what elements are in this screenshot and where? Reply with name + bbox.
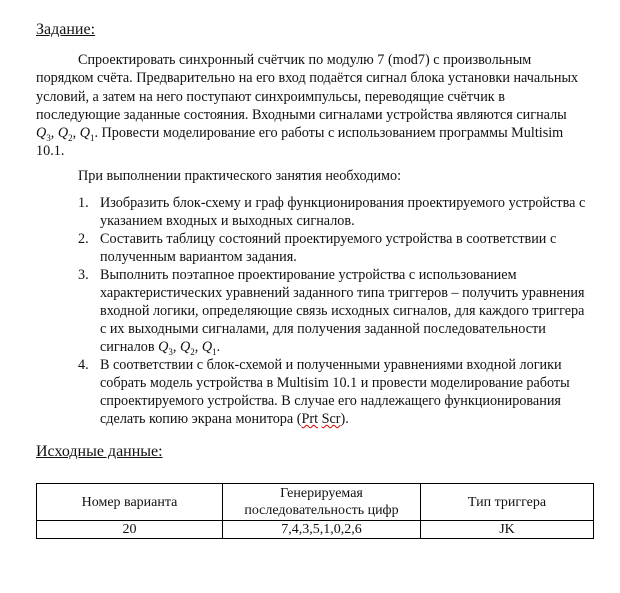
list-item-line: указанием входных и выходных сигналов. [100, 213, 355, 229]
list-number: 2. [78, 231, 89, 247]
list-item-line: характеристических уравнений заданного типа триггеров – получить уравнения [100, 285, 585, 301]
task-heading: Задание: [36, 21, 96, 38]
signal-q3: $Q_3$ [158, 339, 173, 357]
spellcheck-word: Scr [321, 411, 341, 427]
requirements-heading: При выполнении практического занятия необходимо: [78, 168, 402, 184]
source-data-table [36, 483, 594, 539]
list-item-text: ). [340, 411, 349, 427]
signal-q3: $Q_3$ [36, 125, 51, 143]
list-item-line [100, 410, 349, 428]
list-item-line: спроектируемого устройства. В случае его надлежащего функционирования [100, 393, 561, 409]
list-number: 3. [78, 267, 89, 283]
intro-text: . Провести моделирование его работы с использованием программы Multisim [94, 125, 564, 141]
cell-sequence: 7,4,3,5,1,0,2,6 [223, 521, 421, 539]
intro-line: $Q_3$, $Q_2$, $Q_1$. Провести моделирование его работы с использованием программы Multisim [36, 125, 564, 143]
header-sequence [223, 484, 421, 521]
list-item-text: сигналов [100, 339, 159, 355]
signal-q1: $Q_1$ [79, 125, 95, 143]
list-item-line: Выполнить поэтапное проектирование устройства с использованием [100, 267, 517, 283]
list-item-line: В соответствии с блок-схемой и полученными уравнениями входной логики [100, 357, 562, 373]
list-item-line: полученным вариантом задания. [100, 249, 297, 265]
list-item-line: с их выходными сигналами, для получения заданной последовательности [100, 321, 546, 337]
intro-line: последующие заданные состояния. Входными сигналами устройства являются сигналы [36, 107, 567, 123]
table-header-row [37, 484, 594, 521]
cell-variant: 20 [37, 521, 223, 539]
header-text: последовательность цифр [244, 503, 399, 518]
list-number: 1. [78, 195, 89, 211]
cell-trigger-type: JK [421, 521, 594, 539]
list-item-line: собрать модель устройства в Multisim 10.1 и провести моделирование работы [100, 375, 570, 391]
data-heading: Исходные данные: [36, 443, 163, 460]
signal-q1: $Q_1$ [201, 339, 217, 357]
table-row [37, 521, 594, 539]
intro-line: порядком счёта. Предварительно на его вход подаётся сигнал блока установки начальных [36, 70, 579, 86]
list-item-line: Составить таблицу состояний проектируемого устройства в соответствии с [100, 231, 557, 247]
header-trigger-type: Тип триггера [421, 484, 594, 521]
header-variant: Номер варианта [37, 484, 223, 521]
intro-line: Спроектировать синхронный счётчик по модулю 7 (mod7) с произвольным [78, 52, 532, 68]
signal-q2: $Q_2$ [180, 339, 195, 357]
header-text: Генерируемая [280, 486, 363, 501]
list-item-line: сигналов $Q_3$, $Q_2$, $Q_1$. [100, 339, 221, 357]
list-number: 4. [78, 357, 89, 373]
list-item-line: входной логики, определяющие связь исходных сигналов, для каждого триггера [100, 303, 585, 319]
intro-line: 10.1. [36, 143, 65, 159]
spellcheck-word: Prt [301, 411, 319, 427]
signal-q2: $Q_2$ [57, 125, 73, 143]
list-item-text: сделать копию экрана монитора ( [100, 411, 302, 427]
intro-line: условий, а затем на него поступают синхроимпульсы, переводящие счётчик в [36, 89, 505, 105]
list-item-line: Изобразить блок-схему и граф функционирования проектируемого устройства с [100, 195, 586, 211]
